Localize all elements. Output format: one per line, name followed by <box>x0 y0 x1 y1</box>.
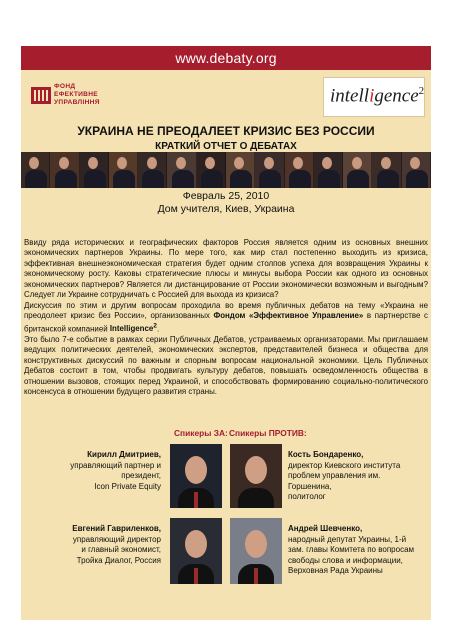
speaker-against-1 <box>288 450 433 503</box>
speaker-role: управляющий директор <box>72 534 161 544</box>
fund-line-2: ЕФЕКТИВНЕ <box>54 91 99 98</box>
speaker-role: директор Киевского института <box>288 460 401 470</box>
wordmark-part-2: gence <box>374 85 419 107</box>
fund-name <box>54 83 100 107</box>
speakers-for-label: Спикеры ЗА: <box>174 428 228 438</box>
speaker-role: Icon Private Equity <box>94 481 161 491</box>
intelligence-logo <box>323 77 425 117</box>
debate-photo-strip <box>21 152 431 188</box>
speaker-role: Тройка Диалог, Россия <box>76 555 161 565</box>
body-p2-part-c: . <box>156 324 160 334</box>
report-title <box>21 124 431 153</box>
speaker-role: свободы слова и информации, <box>288 555 403 565</box>
wordmark-part-1: intell <box>330 85 370 107</box>
strip-photo <box>343 152 372 188</box>
speaker-role: и главный экономист, <box>81 545 161 555</box>
body-p2-part-a: Дискуссия по этим и другим вопросам проходила во время публичных дебатов на тему «Украина не преодолеет кризис без России», организованных <box>24 300 428 321</box>
event-info <box>21 190 431 216</box>
partner-name-sup: 2 <box>153 322 157 330</box>
strip-photo <box>402 152 431 188</box>
strip-photo <box>372 152 401 188</box>
speaker-role: проблем управления им. <box>288 471 381 481</box>
speaker-against-2 <box>288 524 433 577</box>
strip-photo <box>226 152 255 188</box>
speaker-for-2-photo <box>170 518 222 584</box>
event-place: Дом учителя, Киев, Украина <box>157 203 295 215</box>
body-paragraph-3: Это было 7-е событие в рамках серии Публичных Дебатов, устраиваемых организаторами. Мы приглашаем ведущих политических деятелей, экономических экспертов, представителей бизнеса и общества для конструктивных дискуссий по важным и спорным вопросам национальной экономики. Цель Публичных Дебатов состоит в том, чтобы продвигать культуру дебатов, повышать осведомленность общества в отношении вызовов, стоящих перед Украиной, и способствовать формированию социально-политического консенсуса в отношении будущего развития страны. <box>24 334 428 396</box>
speaker-role: президент, <box>121 471 161 481</box>
wordmark-highlight: i <box>369 85 375 107</box>
body-paragraph-2 <box>24 301 428 335</box>
speaker-role: политолог <box>288 492 326 502</box>
report-body <box>24 238 428 397</box>
strip-photo <box>80 152 109 188</box>
fund-logo <box>30 82 120 110</box>
page-title: УКРАИНА НЕ ПРЕОДАЛЕЕТ КРИЗИС БЕЗ РОССИИ <box>77 124 375 138</box>
strip-photo <box>314 152 343 188</box>
portrait-face <box>185 530 207 558</box>
partner-name <box>109 322 160 334</box>
strip-photo <box>138 152 167 188</box>
speakers-against-label: Спикеры ПРОТИВ: <box>229 428 307 438</box>
speaker-role: народный депутат Украины, 1-й <box>288 534 407 544</box>
portrait-tie <box>194 568 198 584</box>
strip-photo <box>167 152 196 188</box>
speaker-for-2 <box>25 524 161 566</box>
speaker-against-2-photo <box>230 518 282 584</box>
site-url-banner[interactable]: www.debaty.org <box>21 46 431 70</box>
event-date: Февраль 25, 2010 <box>182 190 270 202</box>
page-subtitle: КРАТКИЙ ОТЧЕТ О ДЕБАТАХ <box>155 141 297 152</box>
portrait-suit <box>238 488 274 508</box>
fund-line-1: ФОНД <box>54 83 76 90</box>
portrait-tie <box>194 492 198 508</box>
speaker-role: Верховная Рада Украины <box>288 566 383 576</box>
strip-photo <box>285 152 314 188</box>
speaker-for-1 <box>25 450 161 492</box>
strip-photo <box>21 152 50 188</box>
speaker-name: Евгений Гавриленков, <box>72 524 161 533</box>
speaker-role: зам. главы Комитета по вопросам <box>288 545 415 555</box>
strip-photo <box>50 152 79 188</box>
strip-photo <box>109 152 138 188</box>
body-paragraph-1: Ввиду ряда исторических и географических факторов Россия является одним из основных внешних экономических партнеров Украины. По мере того, как мир стал постепенно выходить из кризиса, эффективная внешнеэкономическая стратегия будет одним столпов успеха для возвращения Украины к экономическому росту. Каковы стратегические плюсы и минусы выбора России как одного из основных экономических партнеров? Является ли дистанцирование от России экономически возможным и выгодным? Следует ли Украине сотрудничать с Россией для выхода из кризиса? <box>24 238 428 300</box>
portrait-face <box>245 456 267 484</box>
fund-line-3: УПРАВЛІННЯ <box>54 99 100 106</box>
strip-photo <box>197 152 226 188</box>
intelligence-wordmark <box>330 85 424 107</box>
speaker-against-1-photo <box>230 444 282 508</box>
speaker-name: Кирилл Дмитриев, <box>87 450 161 459</box>
body-p2-part-b: в партнерстве с британской компанией <box>24 311 429 334</box>
fund-emblem-icon <box>30 84 52 106</box>
organizer-name: Фондом «Эффективное Управление» <box>213 311 364 321</box>
speaker-name: Андрей Шевченко, <box>288 524 363 533</box>
portrait-face <box>185 456 207 484</box>
strip-photo <box>255 152 284 188</box>
speaker-role: управляющий партнер и <box>70 460 161 470</box>
speaker-for-1-photo <box>170 444 222 508</box>
partner-name-text: Intelligence <box>109 324 154 334</box>
portrait-face <box>245 530 267 558</box>
wordmark-superscript: 2 <box>418 85 425 97</box>
portrait-tie <box>254 568 258 584</box>
speaker-role: Горшенина, <box>288 481 332 491</box>
speaker-name: Кость Бондаренко, <box>288 450 364 459</box>
